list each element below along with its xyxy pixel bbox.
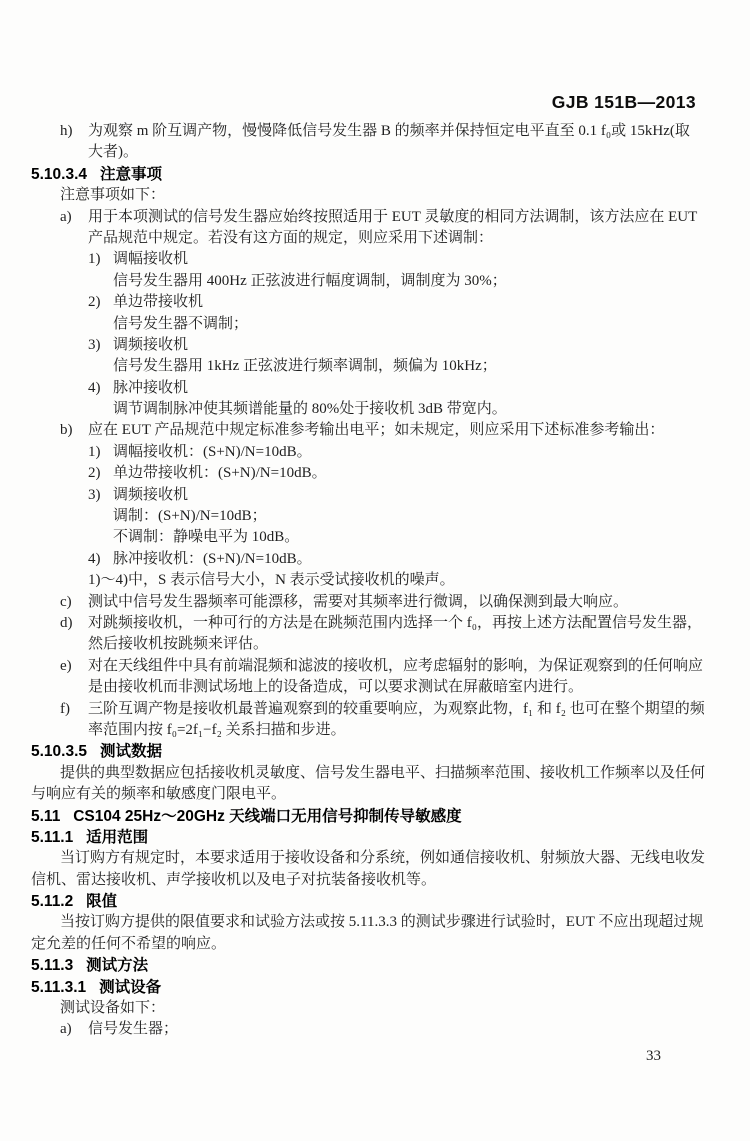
text-line xyxy=(0,442,750,463)
text-line xyxy=(0,934,750,955)
line-text: 调节调制脉冲使其频谱能量的 80%处于接收机 3dB 带宽内。 xyxy=(113,401,507,418)
list-item-marker: f) xyxy=(60,700,70,717)
line-text: 对跳频接收机，一种可行的方法是在跳频范围内选择一个 f₀，再按上述方法配置信号发生器， xyxy=(88,614,702,631)
line-text: 然后接收机按跳频来评估。 xyxy=(88,636,269,653)
line-text: 提供的典型数据应包括接收机灵敏度、信号发生器电平、扫描频率范围、接收机工作频率以及任何 xyxy=(60,764,706,781)
text-line xyxy=(0,356,750,377)
line-text: 单边带接收机：(S+N)/N=10dB。 xyxy=(113,465,327,482)
section-heading xyxy=(0,164,750,185)
line-text: 调幅接收机 xyxy=(113,251,189,268)
text-line xyxy=(0,142,750,163)
page-number: 33 xyxy=(646,1048,661,1064)
line-text: 注意事项如下： xyxy=(60,187,166,204)
text-line xyxy=(0,527,750,548)
list-item-marker: a) xyxy=(60,1021,72,1038)
text-line xyxy=(0,335,750,356)
text-line xyxy=(0,656,750,677)
text-line xyxy=(0,549,750,570)
line-text: 大者)。 xyxy=(88,144,138,161)
text-line xyxy=(0,613,750,634)
line-text: 与响应有关的频率和敏感度门限电平。 xyxy=(31,786,287,803)
line-text: 测试中信号发生器频率可能漂移，需要对其频率进行微调，以确保测到最大响应。 xyxy=(88,593,629,610)
list-item-marker: 4) xyxy=(88,379,101,396)
line-text: 调制：(S+N)/N=10dB； xyxy=(113,508,267,525)
line-text: 当订购方有规定时，本要求适用于接收设备和分系统，例如通信接收机、射频放大器、无线电收发 xyxy=(60,850,706,867)
text-line xyxy=(0,399,750,420)
line-text: 三阶互调产物是接收机最普遍观察到的较重要响应，为观察此物，f₁ 和 f₂ 也可在整个期望的频 xyxy=(88,700,705,717)
section-heading xyxy=(0,977,750,998)
line-text: 定允差的任何不希望的响应。 xyxy=(31,935,227,952)
line-text: 信号发生器用 400Hz 正弦波进行幅度调制，调制度为 30%； xyxy=(113,272,507,289)
line-text: 率范围内按 f₀=2f₁−f₂ 关系扫描和步进。 xyxy=(88,721,346,738)
text-line xyxy=(0,699,750,720)
line-text: 调频接收机 xyxy=(113,486,189,503)
text-line xyxy=(0,870,750,891)
list-item-marker: 1) xyxy=(88,443,101,460)
text-line xyxy=(0,506,750,527)
line-text: 5.11.1 适用范围 xyxy=(31,828,149,846)
list-item-marker: a) xyxy=(60,208,72,225)
list-item-marker: 1) xyxy=(88,251,101,268)
text-line xyxy=(0,121,750,142)
line-text: 产品规范中规定。若没有这方面的规定，则应采用下述调制： xyxy=(88,229,494,246)
line-text: 对在天线组件中具有前端混频和滤波的接收机，应考虑辐射的影响，为保证观察到的任何响应 xyxy=(88,657,704,674)
section-heading xyxy=(0,741,750,762)
list-item-marker: 2) xyxy=(88,294,101,311)
line-text: 信机、雷达接收机、声学接收机以及电子对抗装备接收机等。 xyxy=(31,871,437,888)
text-line xyxy=(0,314,750,335)
line-text: 5.11.2 限值 xyxy=(31,893,118,911)
text-line xyxy=(0,292,750,313)
text-line xyxy=(0,784,750,805)
list-item-marker: d) xyxy=(60,614,73,631)
text-line xyxy=(0,570,750,591)
text-line xyxy=(0,720,750,741)
text-line xyxy=(0,378,750,399)
list-item-marker: e) xyxy=(60,657,72,674)
line-text: 5.10.3.4 注意事项 xyxy=(31,165,162,183)
list-item-marker: 4) xyxy=(88,550,101,567)
line-text: 当按订购方提供的限值要求和试验方法或按 5.11.3.3 的测试步骤进行试验时，EUT 不应出现超过规 xyxy=(60,914,704,931)
text-line xyxy=(0,592,750,613)
text-line xyxy=(0,998,750,1019)
line-text: 脉冲接收机：(S+N)/N=10dB。 xyxy=(113,550,312,567)
line-text: 5.11 CS104 25Hz～20GHz 天线端口无用信号抑制传导敏感度 xyxy=(31,807,462,825)
line-text: 5.11.3.1 测试设备 xyxy=(31,978,162,996)
text-line xyxy=(0,763,750,784)
line-text: 用于本项测试的信号发生器应始终按照适用于 EUT 灵敏度的相同方法调制，该方法应在 EUT xyxy=(88,208,698,225)
line-text: 信号发生器； xyxy=(88,1021,179,1038)
text-line xyxy=(0,420,750,441)
line-text: 测试设备如下： xyxy=(60,1000,166,1017)
line-text: 信号发生器不调制； xyxy=(113,315,249,332)
list-item-marker: c) xyxy=(60,593,72,610)
text-line xyxy=(0,634,750,655)
line-text: 1)～4)中，S 表示信号大小，N 表示受试接收机的噪声。 xyxy=(88,572,455,589)
text-line xyxy=(0,912,750,933)
list-item-marker: h) xyxy=(60,123,73,139)
line-text: 脉冲接收机 xyxy=(113,379,189,396)
text-line xyxy=(0,249,750,270)
line-text: 应在 EUT 产品规范中规定标准参考输出电平；如未规定，则应采用下述标准参考输出： xyxy=(88,422,665,439)
text-line xyxy=(0,185,750,206)
section-heading xyxy=(0,827,750,848)
text-line xyxy=(0,677,750,698)
section-heading xyxy=(0,891,750,912)
line-text: 5.11.3 测试方法 xyxy=(31,957,149,975)
list-item-marker: 3) xyxy=(88,486,101,503)
section-heading xyxy=(0,806,750,827)
text-line xyxy=(0,271,750,292)
line-text: 信号发生器用 1kHz 正弦波进行频率调制，频偏为 10kHz； xyxy=(113,358,497,375)
line-text: 调频接收机 xyxy=(113,336,189,353)
line-text: 为观察 m 阶互调产物，慢慢降低信号发生器 B 的频率并保持恒定电平直至 0.1 f₀或 15kHz(取 xyxy=(88,123,690,139)
line-text: 5.10.3.5 测试数据 xyxy=(31,743,162,761)
text-line xyxy=(0,1019,750,1040)
line-text: 不调制：静噪电平为 10dB。 xyxy=(113,529,300,546)
line-text: 调幅接收机：(S+N)/N=10dB。 xyxy=(113,443,312,460)
list-item-marker: 3) xyxy=(88,336,101,353)
text-line xyxy=(0,485,750,506)
text-line xyxy=(0,848,750,869)
line-text: 单边带接收机 xyxy=(113,294,204,311)
text-line xyxy=(0,207,750,228)
document-body xyxy=(0,121,750,1041)
list-item-marker: 2) xyxy=(88,465,101,482)
list-item-marker: b) xyxy=(60,422,73,439)
standard-number-header: GJB 151B—2013 xyxy=(551,92,696,112)
text-line xyxy=(0,228,750,249)
text-line xyxy=(0,463,750,484)
section-heading xyxy=(0,955,750,976)
line-text: 是由接收机而非测试场地上的设备造成，可以要求测试在屏蔽暗室内进行。 xyxy=(88,679,584,696)
